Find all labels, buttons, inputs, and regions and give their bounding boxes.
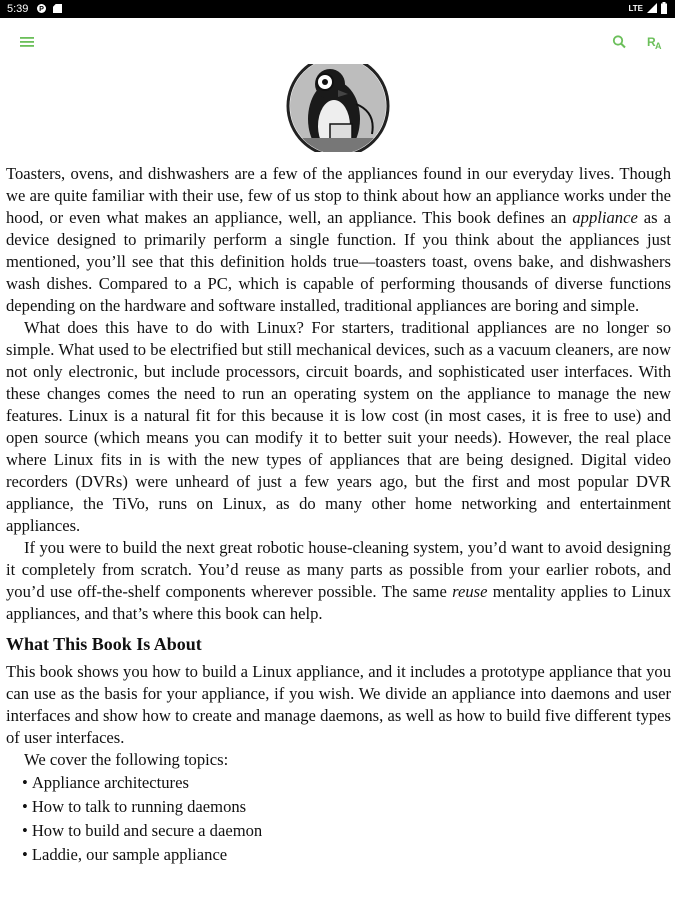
paragraph-1 <box>6 163 671 317</box>
paragraph-3-text-b: mentality applies to Linux appliances, and that’s where this book can help. <box>6 582 671 623</box>
status-time: 5:39 <box>7 3 29 15</box>
notification-p-icon <box>37 4 46 13</box>
paragraph-3 <box>6 537 671 625</box>
penguin-illustration <box>286 64 390 152</box>
list-item: • How to build and secure a daemon <box>22 819 671 843</box>
menu-icon[interactable] <box>19 34 37 50</box>
emphasis-appliance: appliance <box>572 208 638 227</box>
topics-list <box>6 771 671 867</box>
battery-icon <box>661 2 667 14</box>
list-item: • How to talk to running daemons <box>22 795 671 819</box>
signal-icon <box>647 3 657 13</box>
paragraph-3-text-a: If you were to build the next great robotic house-cleaning system, you’d want to avoid designing it completely from scratch. You’d reuse as many parts as possible from your earlier robots, and you’d use off-the-shelf components wherever possible. The same <box>6 538 671 601</box>
text-appearance-icon[interactable] <box>646 34 664 50</box>
search-icon[interactable] <box>611 34 629 50</box>
svg-text:A: A <box>655 41 662 50</box>
paragraph-2: What does this have to do with Linux? For starters, traditional appliances are no longer so simple. What used to be electrified but still mechanical devices, such as a vacuum cleaners, are now not only electronic, but include processors, circuit boards, and sophisticated user interfaces. With these changes comes the need to run an operating system on the appliance to manage the new features. Linux is a natural fit for this because it is low cost (in most cases, it is free to use) and open source (which means you can modify it to better suit your needs). However, the real place where Linux fits in is with the new types of appliances that are being designed. Digital video recorders (DVRs) were unheard of just a few years ago, but the first and most popular DVR appliance, the TiVo, runs on Linux, as do many other home networking and entertainment appliances. <box>6 318 671 535</box>
status-bar <box>0 0 675 18</box>
paragraph-5: We cover the following topics: <box>24 750 229 769</box>
list-item: • Laddie, our sample appliance <box>22 843 671 867</box>
svg-text:P: P <box>39 4 44 13</box>
list-item: • Appliance architectures <box>22 771 671 795</box>
reader-toolbar <box>0 18 675 64</box>
paragraph-4: This book shows you how to build a Linux appliance, and it includes a prototype appliance that you can use as the basis for your appliance, if you wish. We divide an appliance into daemons and user interfaces and show how to create and manage daemons, as well as how to build five different types of user interfaces. <box>6 662 671 747</box>
paragraph-1-text-b: as a device designed to primarily perform a single function. If you think about the appliances just mentioned, you’ll see that this definition holds true—toasters toast, ovens bake, and dishwashers wash dishes. Compared to a PC, which is capable of performing thousands of diverse functions depending on the hardware and software installed, traditional appliances are boring and simple. <box>6 208 671 315</box>
book-page <box>6 163 671 867</box>
paragraph-1-text-a: Toasters, ovens, and dishwashers are a few of the appliances found in our everyday lives. Though we are quite familiar with their use, few of us stop to think about how an appliance works under the hood, or even what makes an appliance, well, an appliance. This book defines an <box>6 164 671 227</box>
section-heading: What This Book Is About <box>6 634 202 654</box>
network-type-label: LTE <box>628 3 643 13</box>
sd-card-icon <box>53 4 62 13</box>
emphasis-reuse: reuse <box>452 582 488 601</box>
svg-text:R: R <box>647 35 656 49</box>
